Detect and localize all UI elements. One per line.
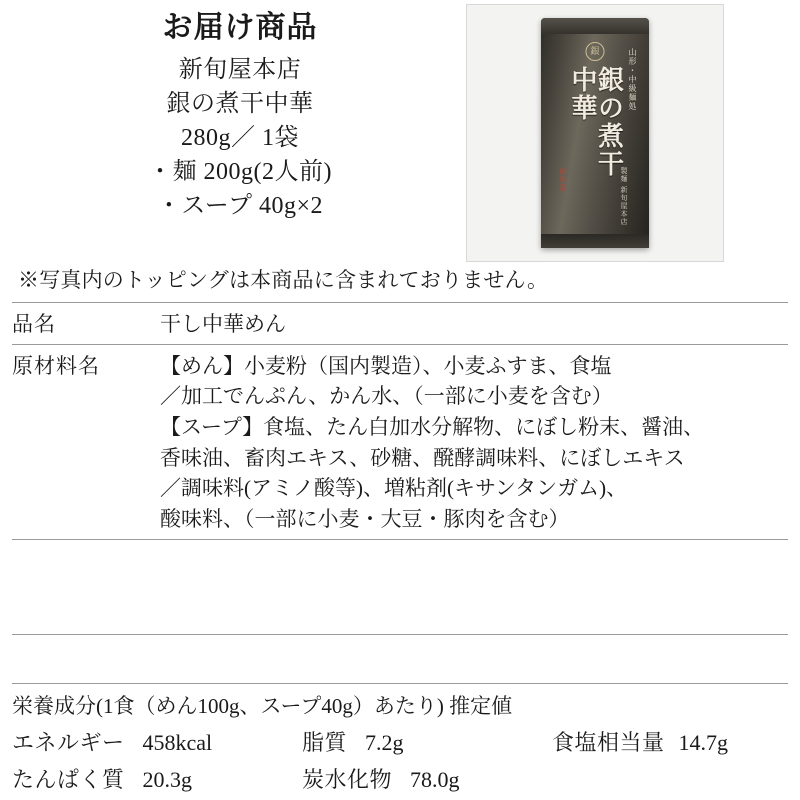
nutrition-section (12, 683, 788, 794)
nutrition-label-fat: 脂質 (302, 730, 348, 755)
nutrition-value-fat: 7.2g (365, 730, 404, 755)
nutrition-item-protein (12, 763, 302, 794)
specification-table (12, 302, 788, 635)
spec-value-ingredients (160, 344, 788, 539)
spec-label-ingredients: 原材料名 (12, 344, 160, 539)
ingredient-line-4: 香味油、畜肉エキス、砂糖、醗酵調味料、にぼしエキス (160, 445, 685, 470)
spacer-label-cell (12, 539, 160, 634)
product-shop-name: 新旬屋本店 (178, 57, 302, 83)
spacer-value-cell (160, 539, 788, 634)
nutrition-value-protein: 20.3g (142, 767, 193, 792)
product-weight: 280g／ 1袋 (181, 125, 299, 152)
spec-value-product-name (160, 303, 788, 345)
product-summary-section (0, 0, 800, 262)
product-soup-detail: ・スープ 40g×2 (156, 193, 324, 220)
nutrition-item-energy (12, 726, 302, 757)
topping-disclaimer: ※写真内のトッピングは本商品に含まれておりません。 (18, 268, 549, 292)
nutrition-label-protein: たんぱく質 (12, 767, 125, 792)
nutrition-empty-cell (552, 763, 788, 794)
product-package-image (466, 4, 724, 262)
page-title: お届け商品 (162, 11, 318, 44)
package-illustration (541, 18, 649, 248)
nutrition-item-salt (552, 726, 788, 757)
ingredient-line-2: ／加工でんぷん、かん水、（一部に小麦を含む） (160, 384, 613, 409)
nutrition-item-fat (302, 726, 552, 757)
nutrition-item-carbs (302, 763, 552, 794)
nutrition-value-salt: 14.7g (678, 730, 729, 755)
nutrition-label-salt: 食塩相当量 (552, 730, 665, 755)
package-body (541, 18, 649, 248)
spec-value-line: 干し中華めん (160, 312, 286, 336)
product-name: 銀の煮干中華 (166, 91, 314, 118)
package-emblem: 銀 (586, 42, 605, 61)
package-red-text: 新旬屋 (559, 168, 567, 192)
nutrition-value-energy: 458kcal (142, 730, 213, 755)
table-row-spacer (12, 539, 788, 634)
nutrition-grid (12, 726, 788, 794)
package-main-text: 銀の煮干中華 (568, 66, 624, 178)
ingredient-line-3: 【スープ】食塩、たん白加水分解物、にぼし粉末、醤油、 (160, 414, 705, 439)
spec-label-product-name: 品名 (12, 303, 160, 345)
package-bottom-text: 製麺 新旬屋本店 (620, 167, 628, 226)
product-info (40, 8, 440, 223)
package-top-seal (541, 18, 649, 34)
nutrition-heading: 栄養成分(1食（めん100g、スープ40g）あたり) 推定値 (12, 694, 513, 718)
nutrition-label-energy: エネルギー (12, 730, 125, 755)
table-row-ingredients (12, 344, 788, 539)
package-bottom-seal (541, 234, 649, 248)
nutrition-label-carbs: 炭水化物 (302, 767, 393, 792)
ingredient-line-5: ／調味料(アミノ酸等)、増粘剤(キサンタンガム)、 (160, 476, 628, 501)
product-noodle-detail: ・麺 200g(2人前) (148, 159, 332, 186)
ingredient-line-6: 酸味料、（一部に小麦・大豆・豚肉を含む） (160, 506, 570, 531)
package-side-text: 山形・中級麺処 (628, 48, 637, 111)
nutrition-value-carbs: 78.0g (410, 767, 460, 792)
table-row-product-name (12, 303, 788, 345)
ingredient-line-1: 【めん】小麦粉（国内製造）、小麦ふすま、食塩 (160, 353, 612, 378)
